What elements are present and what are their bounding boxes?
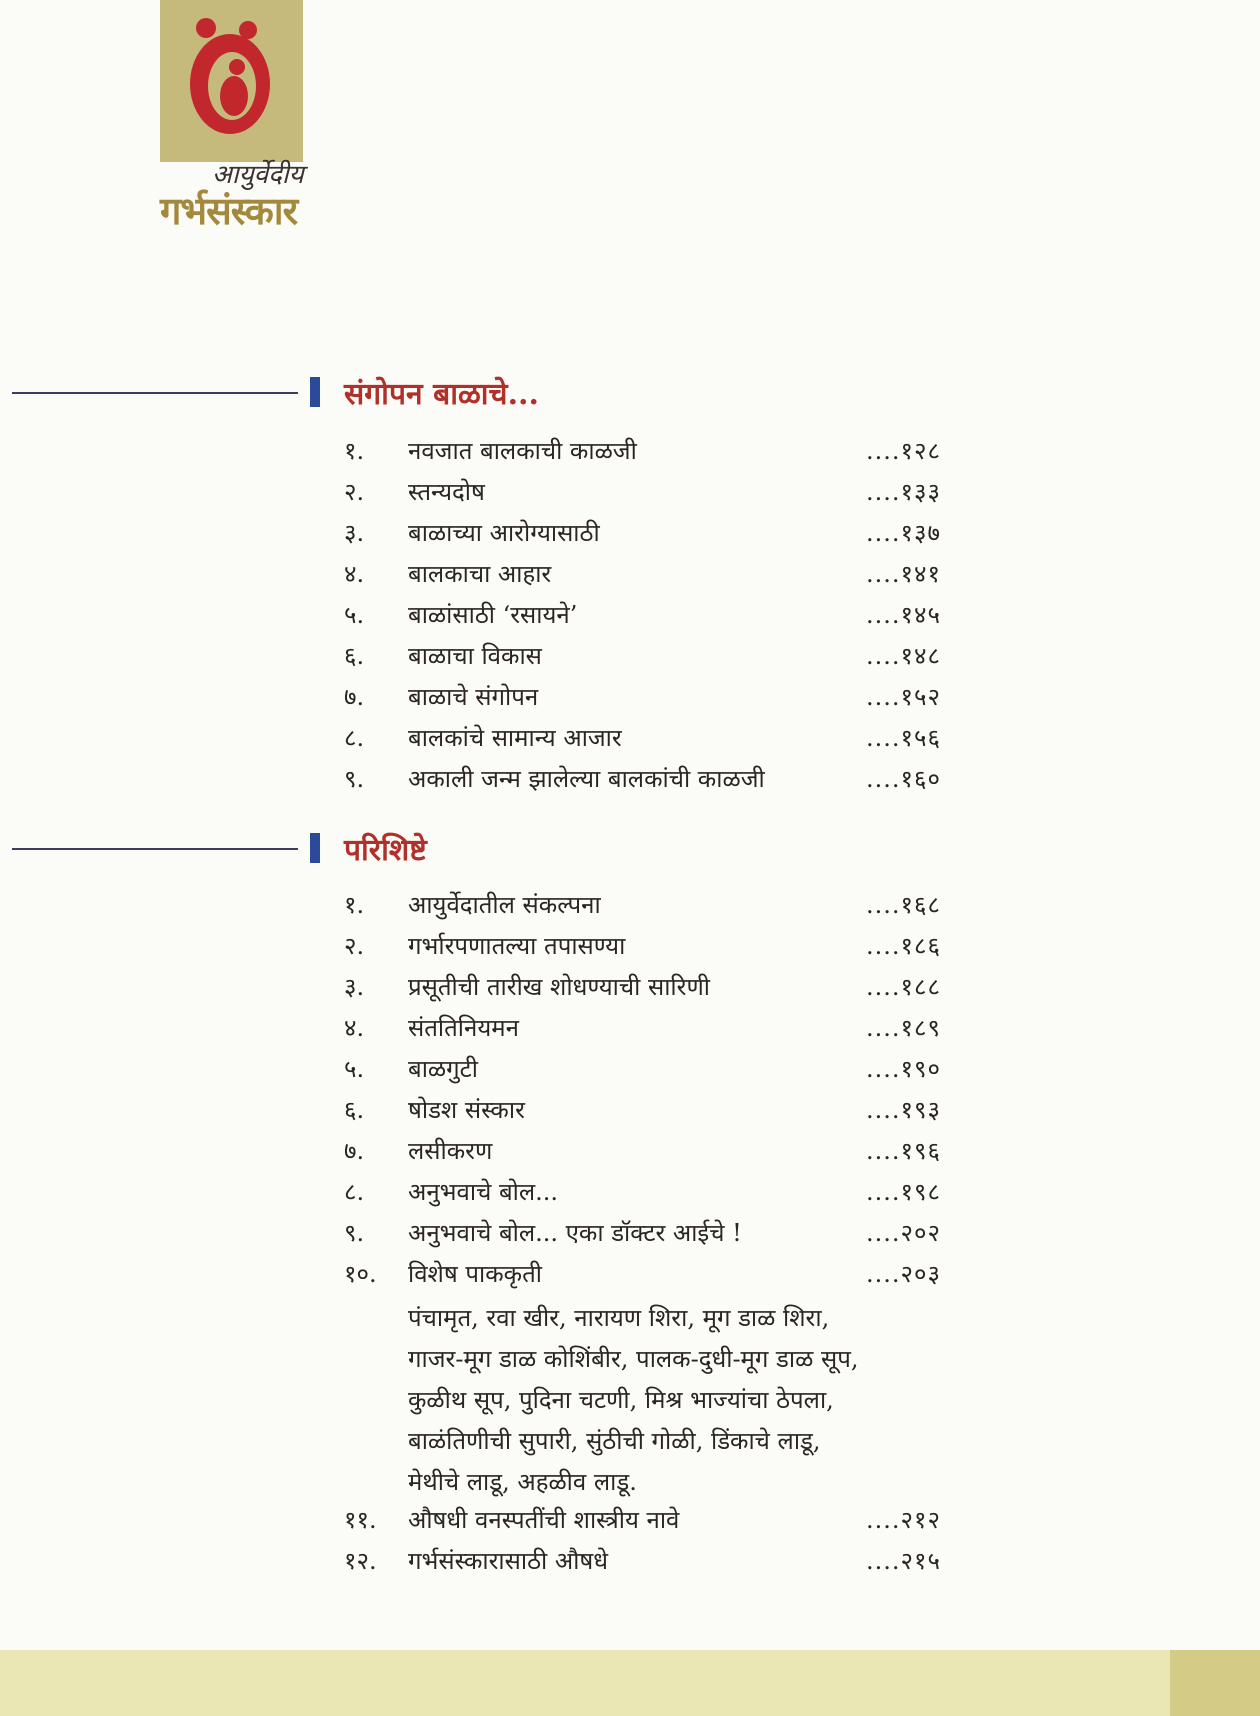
entry-number: ६.: [344, 1096, 365, 1124]
entry-title: बालकांचे सामान्य आजार: [408, 724, 622, 752]
entry-page: ....२१५: [866, 1547, 941, 1575]
entry-title: बाळगुटी: [408, 1055, 478, 1083]
entry-page: ....१४५: [866, 601, 941, 629]
entry-title: प्रसूतीची तारीख शोधण्याची सारिणी: [408, 973, 711, 1001]
recipe-line: पंचामृत, रवा खीर, नारायण शिरा, मूग डाळ शिरा,: [408, 1304, 830, 1332]
entry-number: १.: [344, 891, 365, 919]
toc-list: [0, 430, 1260, 799]
entry-number: ७.: [344, 683, 365, 711]
toc-entry[interactable]: [0, 430, 1260, 471]
entry-number: ९.: [344, 765, 365, 793]
entry-page: ....१२८: [866, 437, 941, 465]
recipe-line: बाळंतिणीची सुपारी, सुंठीची गोळी, डिंकाचे लाडू,: [408, 1427, 821, 1455]
entry-page: ....१६८: [866, 891, 941, 919]
section-marker: [310, 377, 320, 407]
mother-child-logo-icon: [182, 12, 282, 142]
entry-page: ....१९८: [866, 1178, 941, 1206]
entry-number: ४.: [344, 1014, 365, 1042]
section-rule: [12, 392, 298, 394]
toc-entry[interactable]: [0, 553, 1260, 594]
section-rule: [12, 848, 298, 850]
footer-edge: [1170, 1650, 1260, 1716]
toc-entry[interactable]: [0, 594, 1260, 635]
logo: [160, 0, 303, 162]
toc-entry[interactable]: [0, 1253, 1260, 1294]
recipe-line: गाजर-मूग डाळ कोशिंबीर, पालक-दुधी-मूग डाळ सूप,: [408, 1345, 859, 1373]
entry-number: ३.: [344, 973, 365, 1001]
entry-number: ९.: [344, 1219, 365, 1247]
entry-page: ....१४१: [866, 560, 941, 588]
entry-number: १.: [344, 437, 365, 465]
section-title: संगोपन बाळाचे...: [344, 377, 539, 412]
entry-title: स्तन्यदोष: [408, 478, 485, 506]
entry-title: गर्भारपणातल्या तपासण्या: [408, 932, 626, 960]
recipe-line: मेथीचे लाडू, अहळीव लाडू.: [408, 1468, 637, 1496]
toc-entry[interactable]: [0, 1499, 1260, 1540]
section-marker: [310, 833, 320, 863]
toc-entry[interactable]: [0, 884, 1260, 925]
toc-entry[interactable]: [0, 1130, 1260, 1171]
entry-page: ....२१२: [866, 1506, 941, 1534]
entry-page: ....१३७: [866, 519, 941, 547]
entry-number: ३.: [344, 519, 365, 547]
entry-page: ....१८६: [866, 932, 941, 960]
entry-number: ४.: [344, 560, 365, 588]
entry-title: आयुर्वेदातील संकल्पना: [408, 891, 601, 919]
section-heading: [12, 372, 612, 412]
toc-entry[interactable]: [0, 512, 1260, 553]
entry-title: बाळाच्या आरोग्यासाठी: [408, 519, 600, 547]
toc-entry[interactable]: [0, 1048, 1260, 1089]
toc-entry[interactable]: [0, 758, 1260, 799]
entry-number: २.: [344, 932, 365, 960]
entry-title: औषधी वनस्पतींची शास्त्रीय नावे: [408, 1506, 680, 1534]
section-heading: [12, 828, 612, 868]
toc-entry[interactable]: [0, 676, 1260, 717]
logo-small-text: आयुर्वेदीय: [212, 160, 304, 190]
toc-entry[interactable]: [0, 1540, 1260, 1581]
entry-title: बाळाचे संगोपन: [408, 683, 539, 711]
toc-entry[interactable]: [0, 717, 1260, 758]
entry-number: ६.: [344, 642, 365, 670]
footer-band: [0, 1650, 1260, 1716]
entry-number: ८.: [344, 1178, 365, 1206]
entry-page: ....१६०: [866, 765, 941, 793]
entry-title: लसीकरण: [408, 1137, 493, 1165]
toc-entry[interactable]: [0, 635, 1260, 676]
entry-page: ....१९६: [866, 1137, 941, 1165]
entry-page: ....१८९: [866, 1014, 941, 1042]
entry-page: ....१८८: [866, 973, 941, 1001]
entry-page: ....१४८: [866, 642, 941, 670]
recipe-list: [408, 1298, 908, 1503]
entry-title: अनुभवाचे बोल... एका डॉक्टर आईचे !: [408, 1219, 742, 1247]
entry-page: ....१३३: [866, 478, 941, 506]
entry-title: नवजात बालकाची काळजी: [408, 437, 637, 465]
entry-number: १२.: [344, 1547, 377, 1575]
entry-number: ११.: [344, 1506, 377, 1534]
entry-number: ८.: [344, 724, 365, 752]
entry-page: ....१९३: [866, 1096, 941, 1124]
entry-number: ५.: [344, 1055, 365, 1083]
recipe-line: कुळीथ सूप, पुदिना चटणी, मिश्र भाज्यांचा ठेपला,: [408, 1386, 834, 1414]
toc-entry[interactable]: [0, 966, 1260, 1007]
entry-title: विशेष पाककृती: [408, 1260, 542, 1288]
entry-title: गर्भसंस्कारासाठी औषधे: [408, 1547, 609, 1575]
toc-entry[interactable]: [0, 1212, 1260, 1253]
entry-page: ....१५२: [866, 683, 941, 711]
entry-title: षोडश संस्कार: [408, 1096, 525, 1124]
entry-page: ....२०३: [866, 1260, 941, 1288]
toc-entry[interactable]: [0, 1089, 1260, 1130]
entry-number: १०.: [344, 1260, 377, 1288]
entry-title: बाळाचा विकास: [408, 642, 542, 670]
entry-title: बालकाचा आहार: [408, 560, 552, 588]
entry-page: ....२०२: [866, 1219, 941, 1247]
section-title: परिशिष्टे: [344, 833, 427, 868]
entry-title: बाळांसाठी ‘रसायने’: [408, 601, 578, 629]
entry-number: २.: [344, 478, 365, 506]
toc-entry[interactable]: [0, 1171, 1260, 1212]
entry-title: अनुभवाचे बोल...: [408, 1178, 559, 1206]
entry-page: ....१५६: [866, 724, 941, 752]
toc-entry[interactable]: [0, 471, 1260, 512]
logo-title: गर्भसंस्कार: [160, 188, 298, 233]
entry-number: ७.: [344, 1137, 365, 1165]
toc-entry[interactable]: [0, 1007, 1260, 1048]
entry-title: संततिनियमन: [408, 1014, 519, 1042]
entry-page: ....१९०: [866, 1055, 941, 1083]
entry-title: अकाली जन्म झालेल्या बालकांची काळजी: [408, 765, 765, 793]
entry-number: ५.: [344, 601, 365, 629]
toc-entry[interactable]: [0, 925, 1260, 966]
